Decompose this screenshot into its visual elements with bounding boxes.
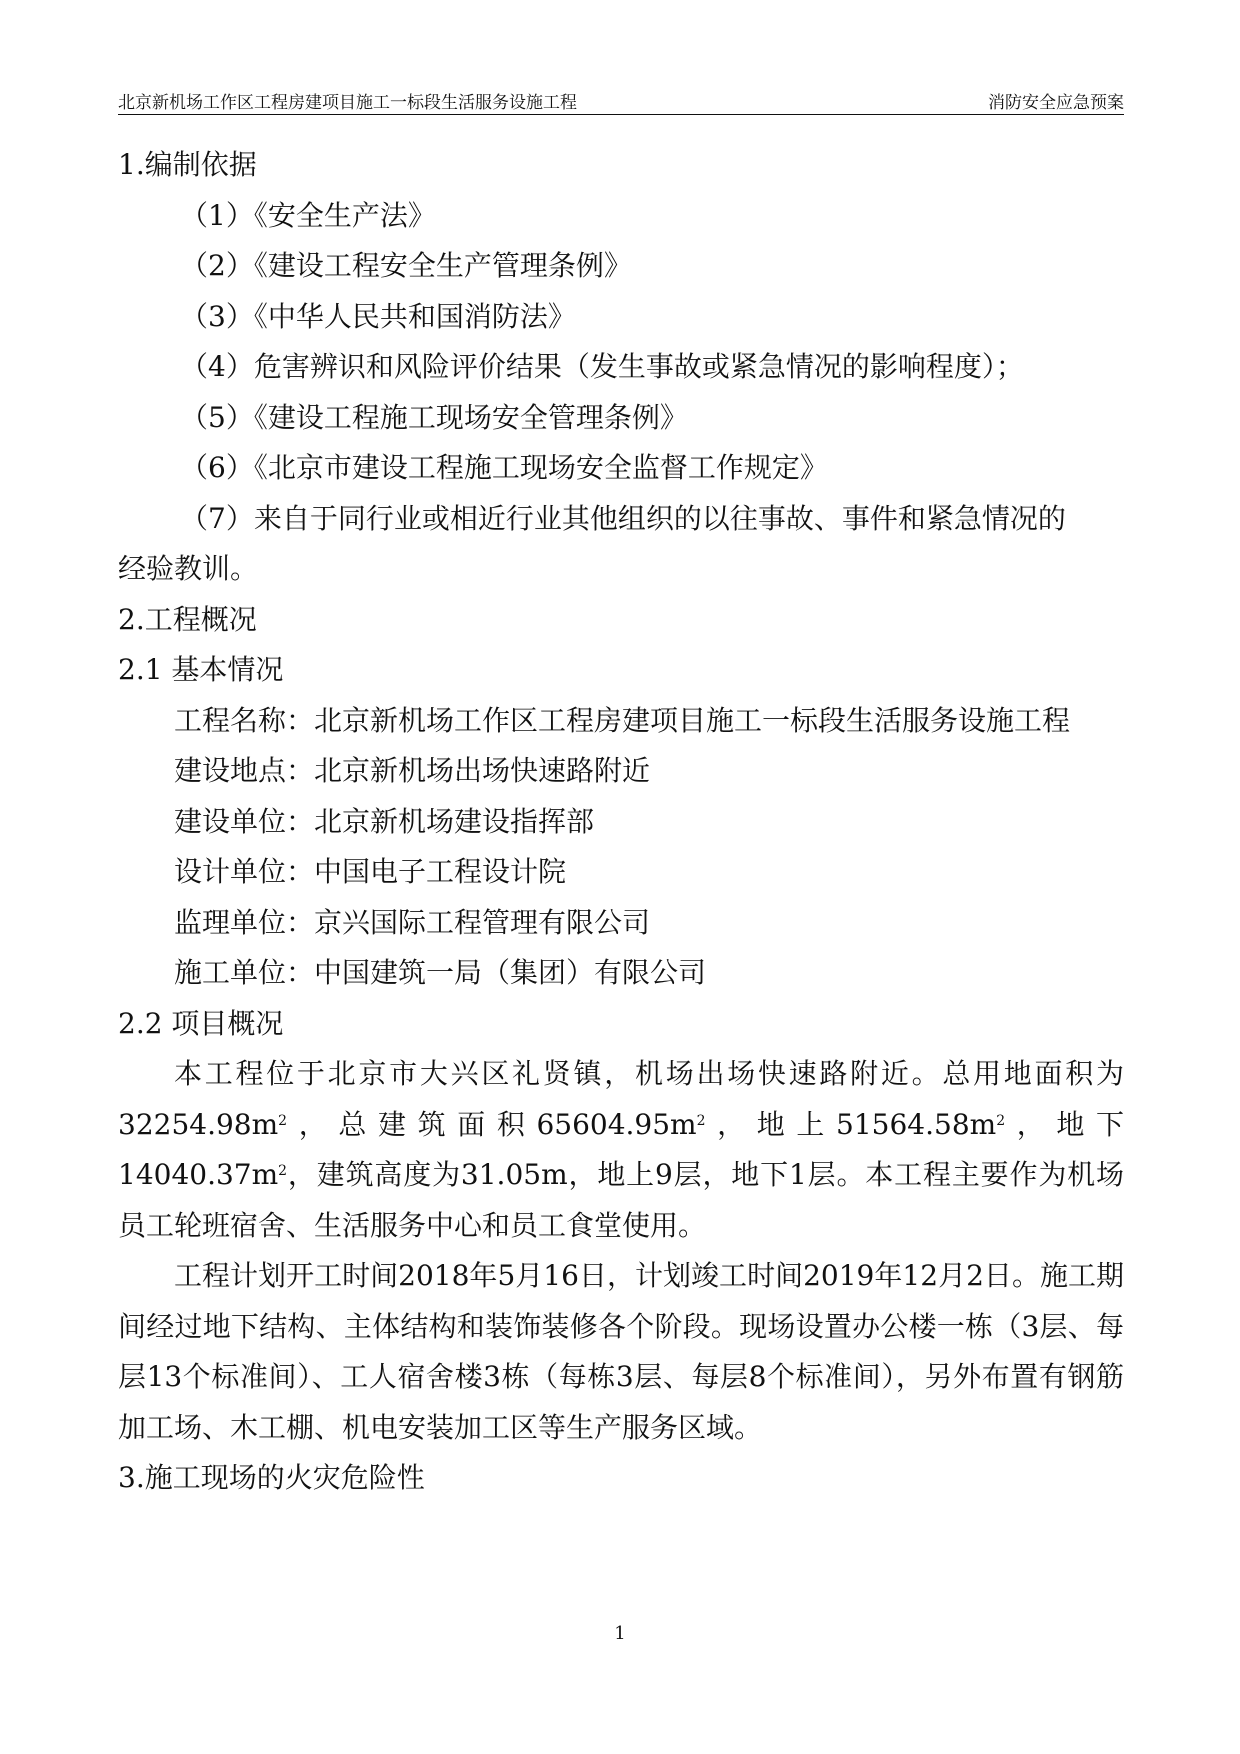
superscript: 2 xyxy=(278,1163,288,1179)
superscript: 2 xyxy=(278,1112,288,1129)
basis-item: （6）《北京市建设工程施工现场安全监督工作规定》 xyxy=(180,451,828,484)
overview-text: ，地上51564.58m xyxy=(705,1107,997,1141)
overview-paragraph-1 xyxy=(118,1049,1124,1251)
header-doc-title: 消防安全应急预案 xyxy=(988,93,1124,113)
basis-item: （7）来自于同行业或相近行业其他组织的以往事故、事件和紧急情况的 xyxy=(180,501,1066,535)
basis-item: （4）危害辨识和风险评价结果（发生事故或紧急情况的影响程度）； xyxy=(180,350,1024,383)
basis-item: （5）《建设工程施工现场安全管理条例》 xyxy=(180,400,688,434)
project-overview xyxy=(118,1049,1124,1453)
basis-item-continuation: 经验教训。 xyxy=(118,552,259,585)
overview-text: 本工程位于北京市大兴区礼贤镇，机场出场快速路附近。总用地面积为32254.98m xyxy=(118,1057,1124,1141)
overview-paragraph-2: 工程计划开工时间2018年5月16日，计划竣工时间2019年12月2日。施工期间经过地下结构、主体结构和装饰装修各个阶段。现场设置办公楼一栋（3层、每层13个标准间）、工人宿舍楼3栋（每栋3层、每层8个标准间），另外布置有钢筋加工场、木工棚、机电安装加工区等生产服务区域。 xyxy=(118,1259,1124,1444)
basis-item: （3）《中华人民共和国消防法》 xyxy=(180,299,576,333)
header-project-name: 北京新机场工作区工程房建项目施工一标段生活服务设施工程 xyxy=(118,93,577,113)
subsection-2-2-title: 2.2 项目概况 xyxy=(118,1006,284,1040)
superscript: 2 xyxy=(696,1112,706,1129)
project-info-contractor: 施工单位：中国建筑一局（集团）有限公司 xyxy=(174,956,707,989)
page-number: 1 xyxy=(614,1623,626,1644)
project-info-designer: 设计单位：中国电子工程设计院 xyxy=(174,855,567,888)
basis-item: （1）《安全生产法》 xyxy=(180,198,436,232)
basis-item: （2）《建设工程安全生产管理条例》 xyxy=(180,249,632,282)
overview-text: ，地下14040.37m xyxy=(118,1107,1124,1191)
section-3-title: 3.施工现场的火灾危险性 xyxy=(118,1461,425,1494)
overview-text: ，建筑高度为31.05m，地上9层，地下1层。本工程主要作为机场员工轮班宿舍、生活服务中心和员工食堂使用。 xyxy=(118,1158,1124,1242)
section-2-title: 2.工程概况 xyxy=(118,602,257,636)
project-info-owner: 建设单位：北京新机场建设指挥部 xyxy=(174,804,595,838)
subsection-2-1-title: 2.1 基本情况 xyxy=(118,653,284,686)
project-info-supervisor: 监理单位：京兴国际工程管理有限公司 xyxy=(174,905,651,939)
project-info-name: 工程名称：北京新机场工作区工程房建项目施工一标段生活服务设施工程 xyxy=(174,703,1071,737)
superscript: 2 xyxy=(996,1112,1006,1129)
page-header xyxy=(118,86,1124,115)
document-body xyxy=(118,140,1124,1504)
overview-text: ，总建筑面积65604.95m xyxy=(287,1107,697,1141)
project-info-location: 建设地点：北京新机场出场快速路附近 xyxy=(174,754,651,787)
section-1-title: 1.编制依据 xyxy=(118,148,257,181)
